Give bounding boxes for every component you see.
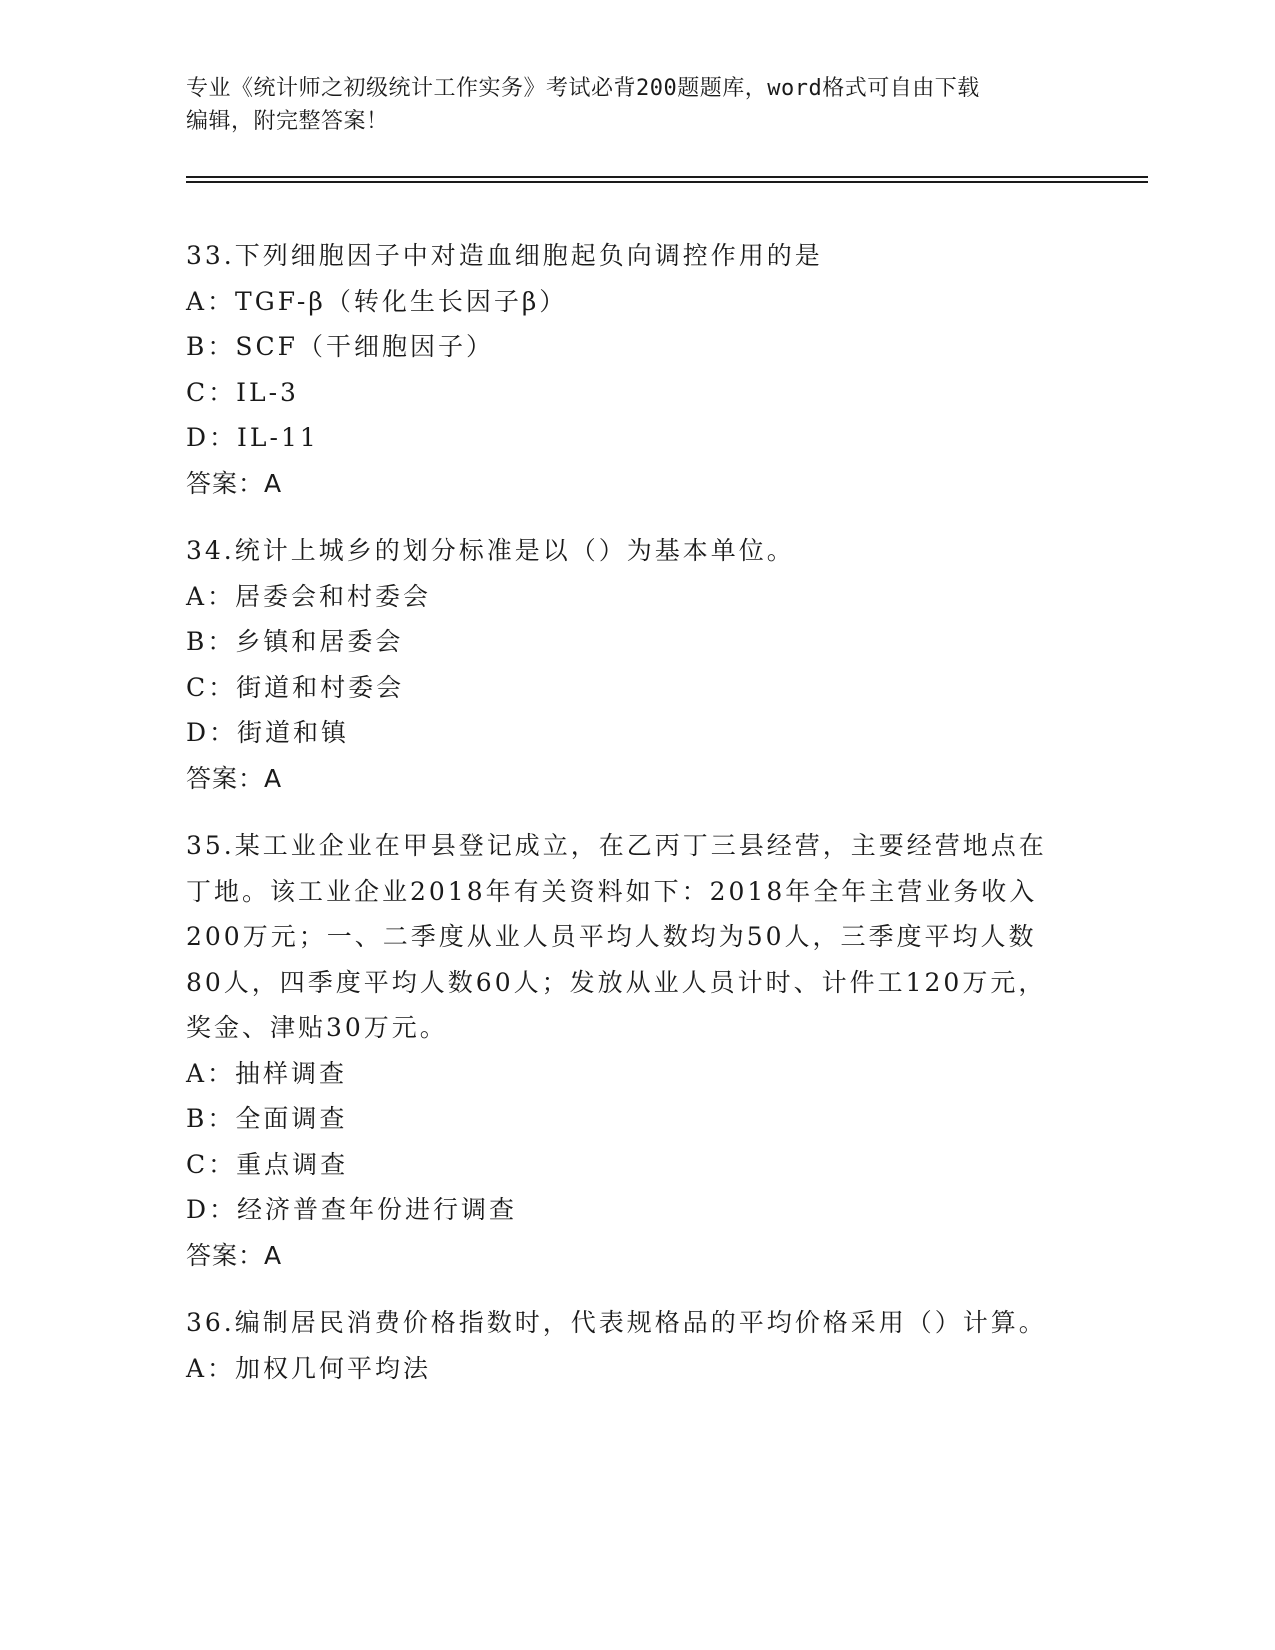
question-stem (186, 823, 1086, 1051)
answer: 答案：A (186, 1240, 283, 1270)
question-stem (186, 1300, 1086, 1346)
question-35 (186, 823, 1086, 1278)
option-d: D：街道和镇 (186, 718, 350, 747)
question-list (186, 233, 1086, 1413)
question-stem-line: 33.下列细胞因子中对造血细胞起负向调控作用的是 (186, 241, 823, 270)
header-line-1: 专业《统计师之初级统计工作实务》考试必背200题题库，word格式可自由下载 (186, 76, 980, 101)
option-b: B：全面调查 (186, 1104, 348, 1133)
option-c: C：IL-3 (186, 377, 299, 407)
option-b: B：SCF（干细胞因子） (186, 332, 494, 361)
option-c: C：重点调查 (186, 1149, 349, 1179)
answer: 答案：A (186, 763, 283, 793)
header-line-2: 编辑，附完整答案！ (186, 109, 389, 134)
question-34 (186, 528, 1086, 801)
option-d: D：经济普查年份进行调查 (186, 1195, 518, 1224)
header-divider-bottom (186, 181, 1148, 183)
option-b: B：乡镇和居委会 (186, 627, 404, 656)
question-stem (186, 528, 1086, 574)
option-a: A：居委会和村委会 (186, 581, 432, 611)
question-36 (186, 1300, 1086, 1391)
answer: 答案：A (186, 468, 283, 498)
option-d: D：IL-11 (186, 423, 319, 452)
question-stem (186, 233, 1086, 279)
question-stem-line: 35.某工业企业在甲县登记成立，在乙丙丁三县经营，主要经营地点在 (186, 831, 1047, 860)
question-33 (186, 233, 1086, 506)
option-c: C：街道和村委会 (186, 672, 405, 702)
option-a: A：TGF-β（转化生长因子β） (186, 286, 568, 316)
question-stem-line: 34.统计上城乡的划分标准是以（）为基本单位。 (186, 536, 795, 565)
question-stem-line: 丁地。该工业企业2018年有关资料如下：2018年全年主营业务收入 (186, 876, 1038, 906)
question-stem-line: 80人，四季度平均人数60人；发放从业人员计时、计件工120万元， (186, 967, 1047, 997)
question-stem-line: 36.编制居民消费价格指数时，代表规格品的平均价格采用（）计算。 (186, 1308, 1047, 1337)
question-stem-line: 奖金、津贴30万元。 (186, 1013, 448, 1042)
option-a: A：加权几何平均法 (186, 1353, 432, 1383)
document-header (186, 72, 1086, 138)
option-a: A：抽样调查 (186, 1058, 348, 1088)
question-stem-line: 200万元；一、二季度从业人员平均人数均为50人，三季度平均人数 (186, 922, 1037, 951)
header-divider-top (186, 176, 1148, 178)
